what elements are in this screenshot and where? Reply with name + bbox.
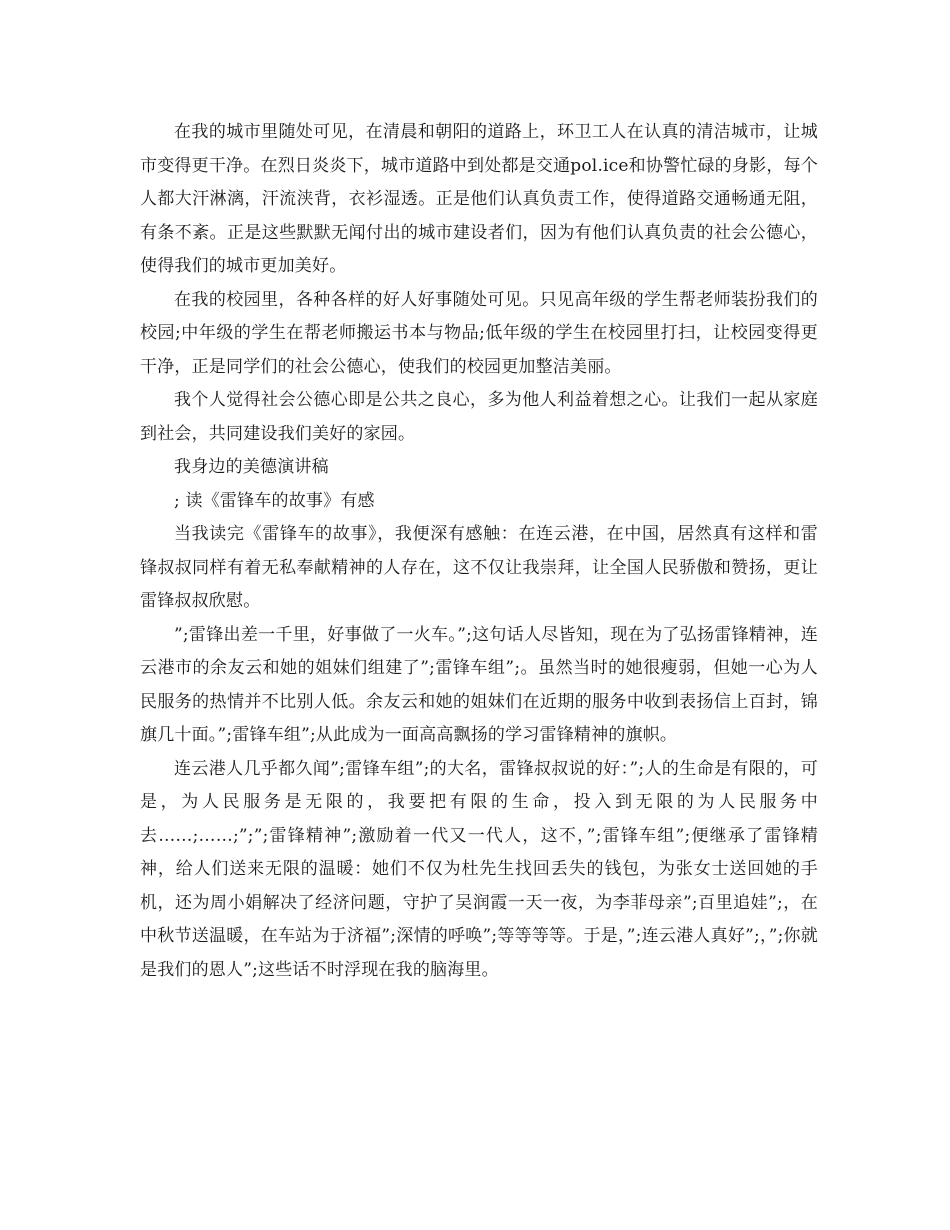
subtitle-reading: ; 读《雷锋车的故事》有感 [174, 490, 375, 511]
paragraph-campus: 在我的校园里，各种各样的好人好事随处可见。只见高年级的学生帮老师装扮我们的校园;中年级的学生在帮老师搬运书本与物品;低年级的学生在校园里打扫，让校园变得更干净，正是同学们的社会公德心，使我们的校园更加整洁美丽。 [140, 289, 818, 377]
paragraph-reading-intro: 当我读完《雷锋车的故事》，我便深有感触：在连云港，在中国，居然真有这样和雷锋叔叔同样有着无私奉献精神的人存在，这不仅让我崇拜，让全国人民骄傲和赞扬，更让雷锋叔叔欣慰。 [140, 524, 818, 611]
paragraph-lianyungang: 连云港人几乎都久闻”;雷锋车组”;的大名，雷锋叔叔说的好：”;人的生命是有限的，可是，为人民服务是无限的，我要把有限的生命，投入到无限的为人民服务中去……;……;”;”;雷锋精神”;激励着一代又一代人，这不，”;雷锋车组”;便继承了雷锋精神，给人们送来无限的温暖：她们不仅为杜先生找回丢失的钱包，为张女士送回她的手机，还为周小娟解决了经济问题，守护了吴润霞一天一夜，为李菲母亲”;百里追娃”;，在中秋节送温暖，在车站为于济福”;深情的呼唤”;等等等等。于是，”;连云港人真好”;，”;你就是我们的恩人”;这些话不时浮现在我的脑海里。 [140, 758, 818, 980]
paragraph-leifeng-team: ”;雷锋出差一千里，好事做了一火车。”;这句话人尽皆知，现在为了弘扬雷锋精神，连云港市的余友云和她的姐妹们组建了”;雷锋车组”;。虽然当时的她很瘦弱，但她一心为人民服务的热情并不比别人低。余友云和她的姐妹们在近期的服务中收到表扬信上百封，锦旗几十面。”;雷锋车组”;从此成为一面高高飘扬的学习雷锋精神的旗帜。 [140, 624, 818, 745]
section-title: 我身边的美德演讲稿 [174, 457, 329, 477]
document-body [140, 116, 818, 987]
paragraph-conscience: 我个人觉得社会公德心即是公共之良心，多为他人利益着想之心。让我们一起从家庭到社会，共同建设我们美好的家园。 [140, 390, 818, 444]
paragraph-city: 在我的城市里随处可见，在清晨和朝阳的道路上，环卫工人在认真的清洁城市，让城市变得更干净。在烈日炎炎下，城市道路中到处都是交通pol.ice和协警忙碌的身影，每个人都大汗淋漓，汗流浃背，衣衫湿透。正是他们认真负责工作，使得道路交通畅通无阻，有条不紊。正是这些默默无闻付出的城市建设者们，因为有他们认真负责的社会公德心，使得我们的城市更加美好。 [140, 122, 818, 276]
